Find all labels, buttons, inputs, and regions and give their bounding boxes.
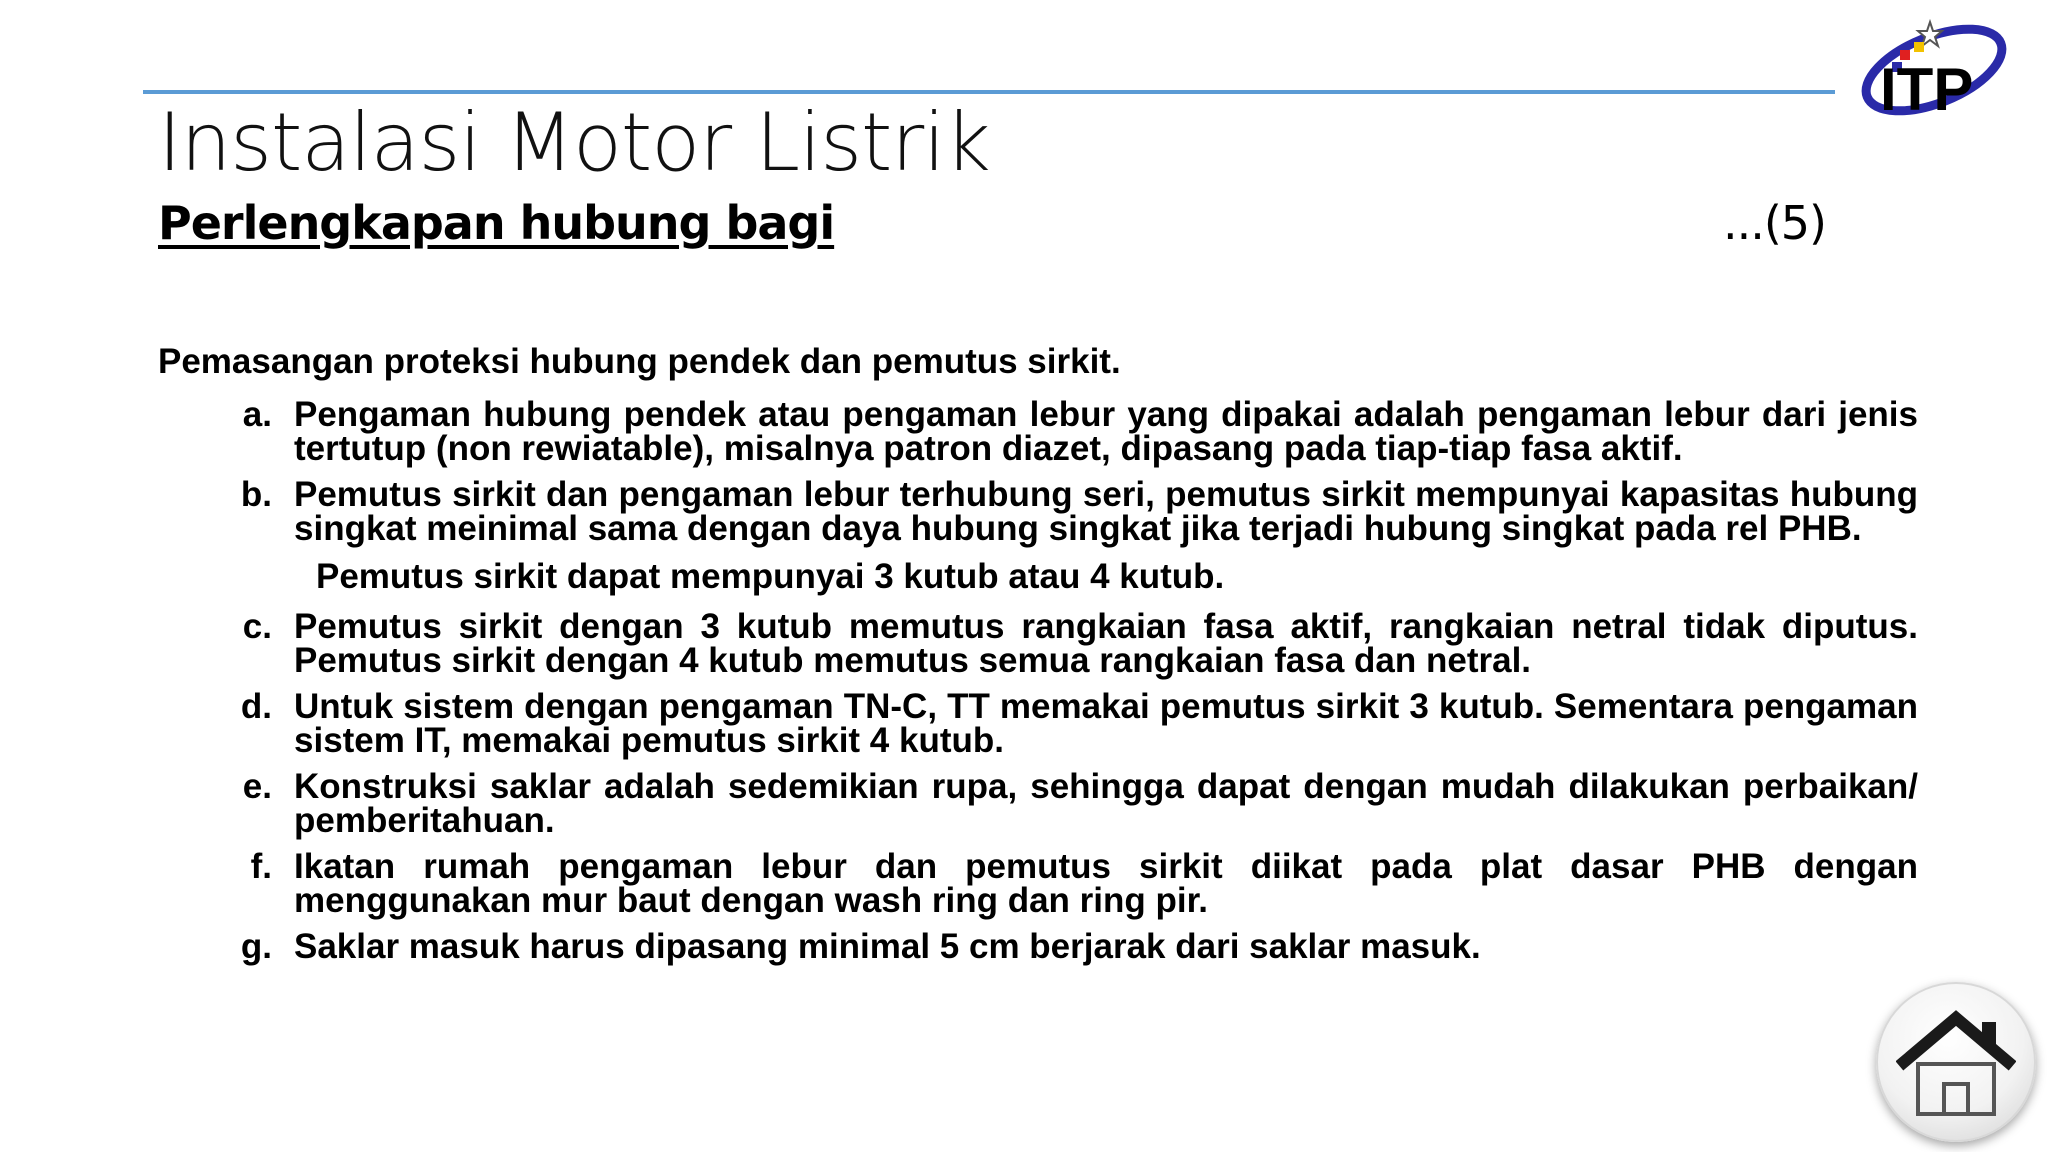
page-marker: ...(5)	[1722, 196, 1826, 250]
list-marker: a.	[242, 395, 272, 434]
list-marker: c.	[242, 607, 272, 646]
list-item-text: Saklar masuk harus dipasang minimal 5 cm berjarak dari saklar masuk.	[294, 927, 1481, 966]
list-marker: b.	[240, 475, 272, 514]
list-marker: e.	[242, 767, 272, 806]
title-rule	[143, 90, 1835, 94]
list-item	[158, 927, 1918, 966]
list-item	[158, 847, 1918, 920]
list-item-text: Untuk sistem dengan pengaman TN-C, TT memakai pemutus sirkit 3 kutub. Sementara pengaman sistem IT, memakai pemutus sirkit 4 kutub.	[294, 687, 1918, 760]
list-marker: g.	[240, 927, 272, 966]
list-item-text: Pemutus sirkit dan pengaman lebur terhubung seri, pemutus sirkit mempunyai kapasitas hubung singkat meinimal sama dengan daya hubung singkat jika terjadi hubung singkat pada rel PHB.	[294, 475, 1918, 548]
slide-content	[158, 340, 1918, 976]
list-item-text: Pengaman hubung pendek atau pengaman lebur yang dipakai adalah pengaman lebur dari jenis tertutup (non rewiatable), misalnya patron diazet, dipasang pada tiap-tiap fasa aktif.	[294, 395, 1918, 468]
list-marker: d.	[240, 687, 272, 726]
home-icon	[1896, 1004, 2016, 1120]
list-marker: f.	[250, 847, 272, 886]
list-item	[158, 607, 1918, 680]
list-item	[158, 395, 1918, 468]
list-item	[158, 767, 1918, 840]
home-button[interactable]	[1876, 982, 2036, 1142]
requirements-list	[158, 395, 1918, 548]
list-item	[158, 475, 1918, 548]
list-item-text: Konstruksi saklar adalah sedemikian rupa, sehingga dapat dengan mudah dilakukan perbaikan/ pemberitahuan.	[294, 767, 1918, 840]
list-item-text: Ikatan rumah pengaman lebur dan pemutus sirkit diikat pada plat dasar PHB dengan menggunakan mur baut dengan wash ring dan ring pir.	[294, 847, 1918, 920]
intro-heading: Pemasangan proteksi hubung pendek dan pemutus sirkit.	[158, 342, 1121, 381]
itp-logo	[1852, 12, 2012, 120]
svg-text:ITP: ITP	[1880, 56, 1974, 120]
requirements-list-continued	[158, 607, 1918, 966]
slide-title: Instalasi Motor Listrik	[158, 96, 990, 189]
list-item-text: Pemutus sirkit dengan 3 kutub memutus rangkaian fasa aktif, rangkaian netral tidak diputus. Pemutus sirkit dengan 4 kutub memutus semua rangkaian fasa dan netral.	[294, 607, 1918, 680]
slide-subtitle: Perlengkapan hubung bagi	[158, 196, 835, 250]
note-paragraph: Pemutus sirkit dapat mempunyai 3 kutub atau 4 kutub.	[316, 557, 1225, 596]
list-item	[158, 687, 1918, 760]
